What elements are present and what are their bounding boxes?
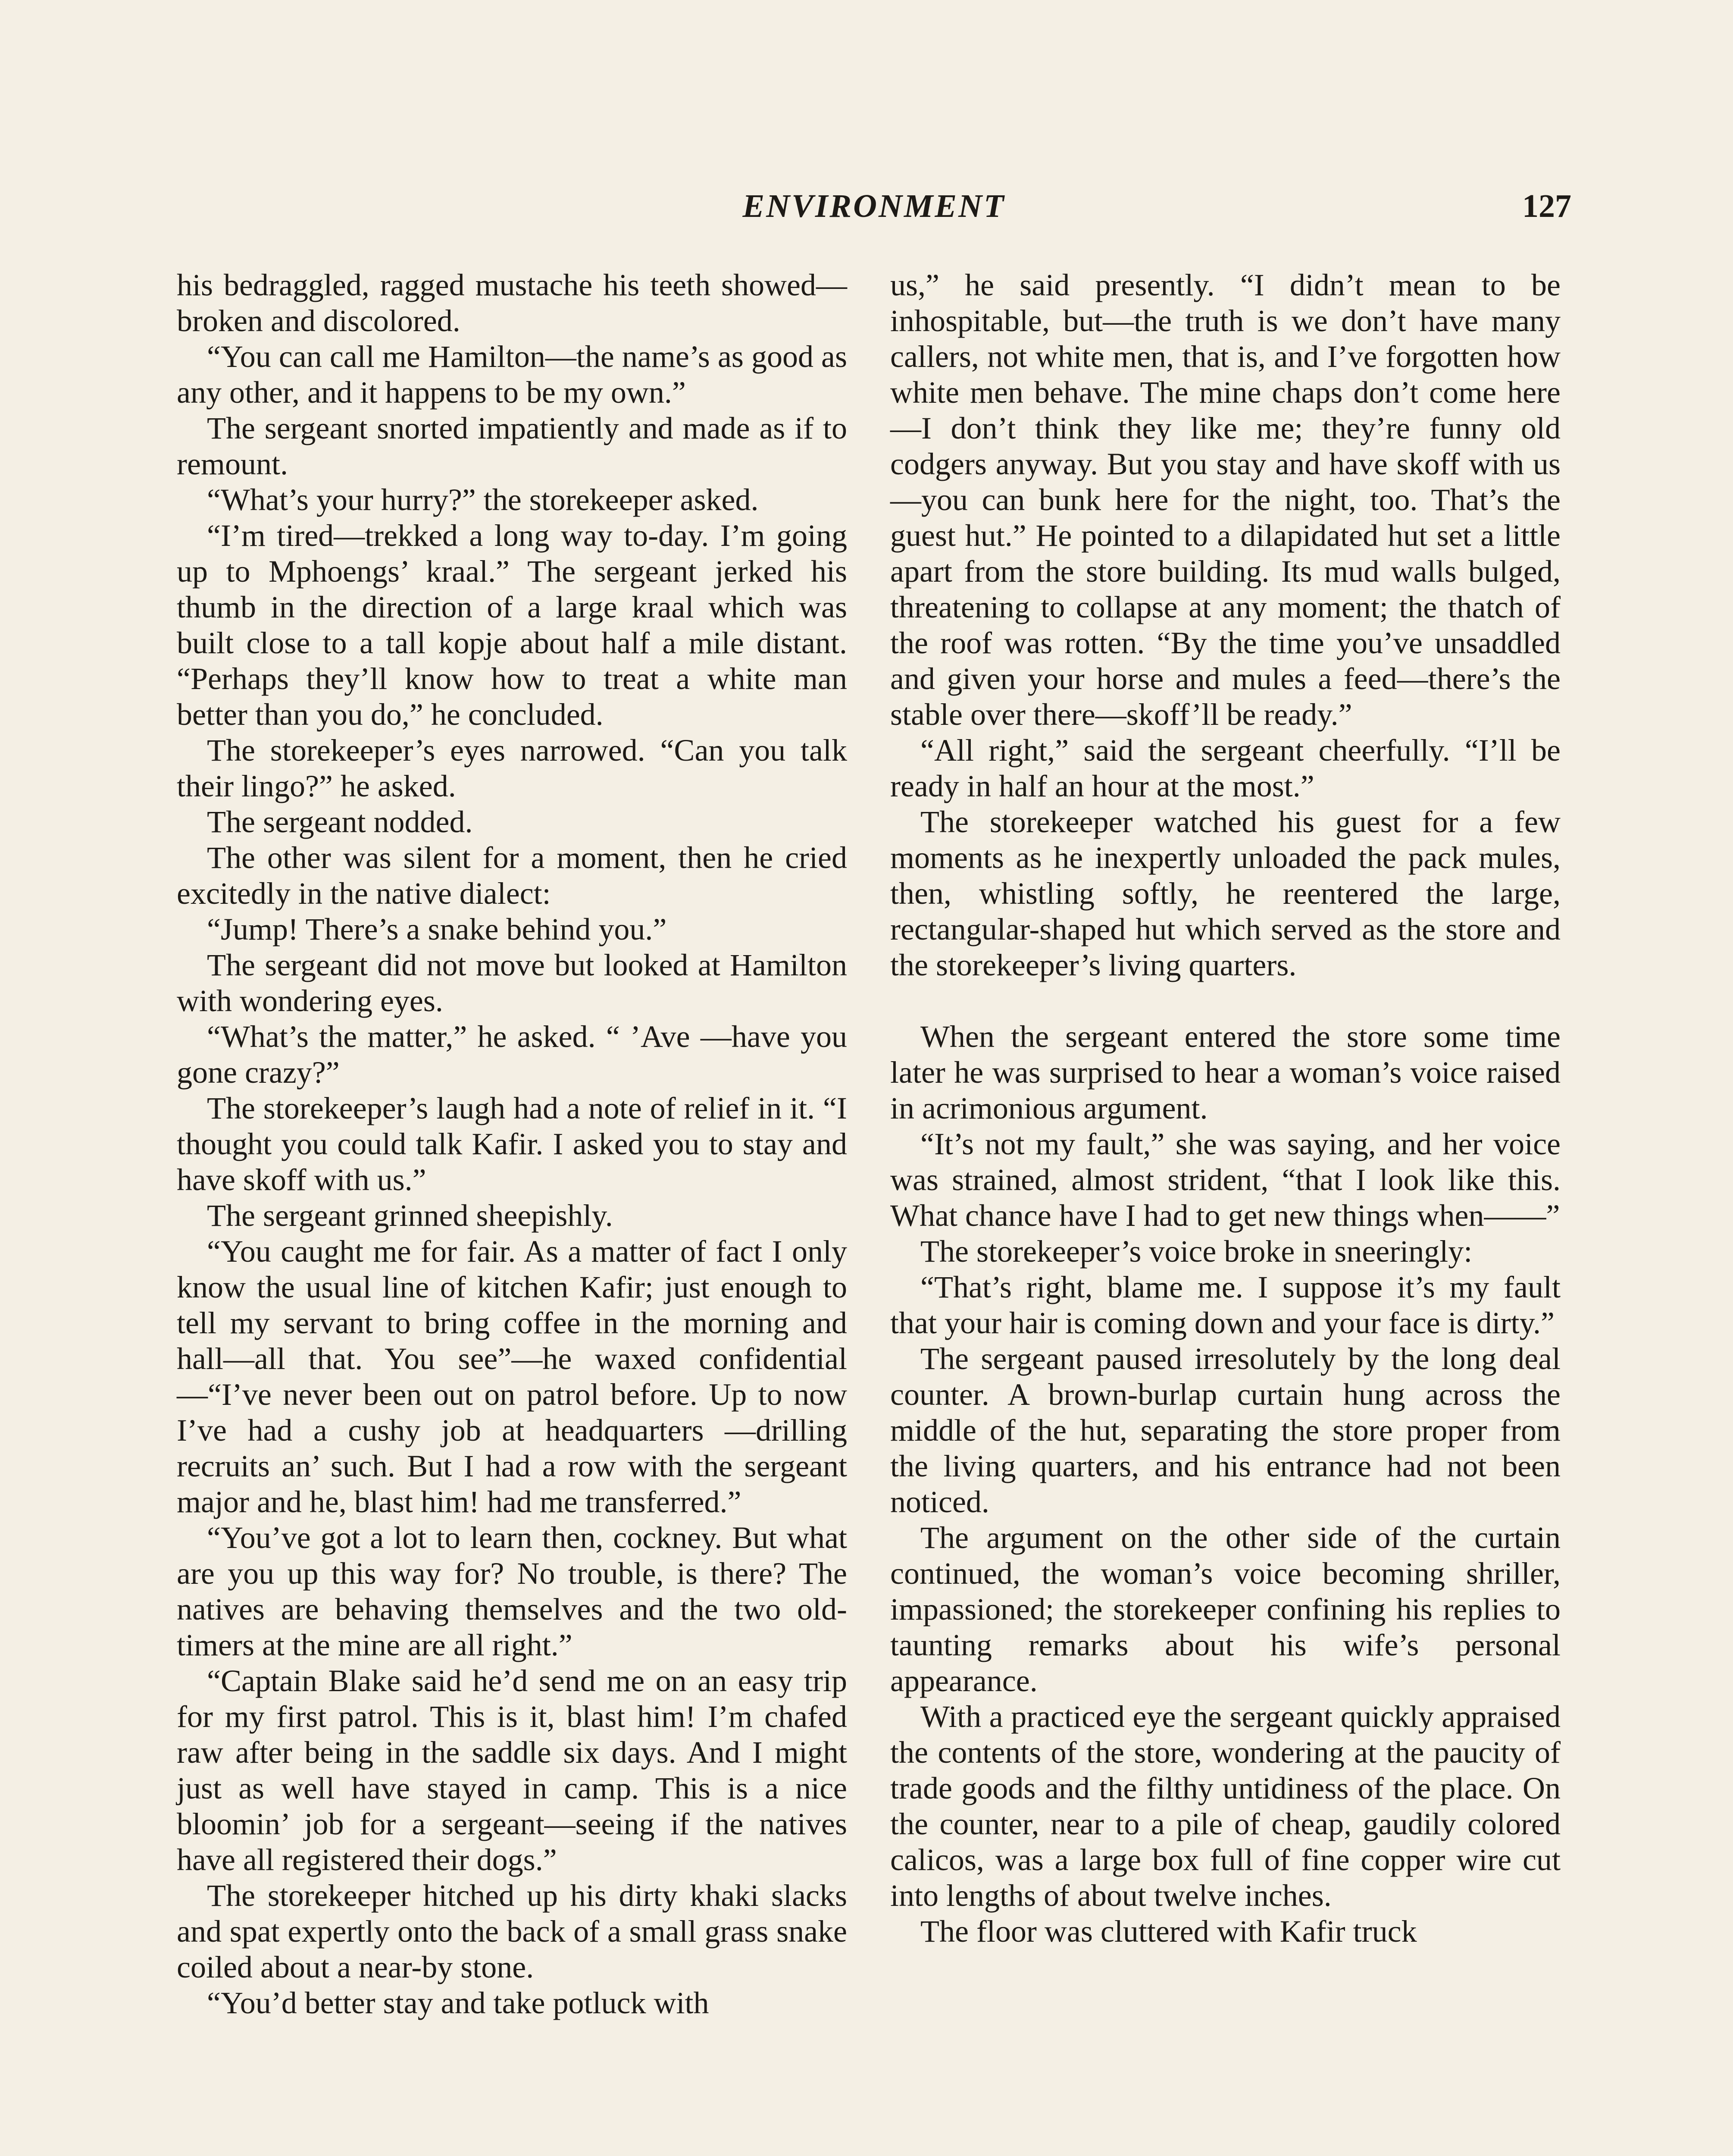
paragraph: The other was silent for a moment, then he cried excitedly in the native dialect: (177, 840, 847, 911)
paragraph: “What’s the matter,” he asked. “ ’Ave —have you gone crazy?” (177, 1019, 847, 1090)
paragraph: The sergeant grinned sheepishly. (207, 1198, 613, 1233)
paragraph: The sergeant nodded. (207, 805, 473, 839)
paragraph: The sergeant did not move but looked at Hamilton with wondering eyes. (177, 948, 847, 1018)
paragraph: With a practiced eye the sergeant quickly appraised the contents of the store, wondering at the paucity of trade goods and the filthy untidiness of the place. On the counter, near to a pile of cheap, gaudily colored calicos, was a large box full of fine copper wire cut into lengths of about twelve inches. (890, 1699, 1561, 1913)
paragraph: “You’ve got a lot to learn then, cockney. But what are you up this way for? No trouble, is there? The natives are behaving themselves and the two old-timers at the mine are all right.” (177, 1520, 847, 1662)
paragraph: “You can call me Hamilton—the name’s as good as any other, and it happens to be my own.” (177, 339, 847, 410)
paragraph: us,” he said presently. “I didn’t mean to be inhospitable, but—the truth is we don’t have many callers, not white men, that is, and I’ve forgotten how white men behave. The mine chaps don’t come here—I don’t think they like me; they’re funny old codgers anyway. But you stay and have skoff with us—you can bunk here for the night, too. That’s the guest hut.” He pointed to a dilapidated hut set a little apart from the store building. Its mud walls bulged, threatening to collapse at any moment; the thatch of the roof was rotten. “By the time you’ve unsaddled and given your horse and mules a feed—there’s the stable over there—skoff’ll be ready.” (890, 268, 1561, 732)
paragraph: “All right,” said the sergeant cheerfully. “I’ll be ready in half an hour at the most.” (890, 733, 1561, 803)
paragraph: The sergeant paused irresolutely by the long deal counter. A brown-burlap curtain hung across the middle of the hut, separating the store proper from the living quarters, and his entrance had not been noticed. (890, 1341, 1561, 1519)
paragraph: The storekeeper’s eyes narrowed. “Can you talk their lingo?” he asked. (177, 733, 847, 803)
paragraph: The storekeeper hitched up his dirty khaki slacks and spat expertly onto the back of a small grass snake coiled about a near-by stone. (177, 1878, 847, 1984)
paragraph: When the sergeant entered the store some time later he was surprised to hear a woman’s voice raised in acrimonious argument. (890, 1019, 1561, 1125)
paragraph: The sergeant snorted impatiently and made as if to remount. (177, 411, 847, 481)
paragraph: The storekeeper watched his guest for a few moments as he inexpertly unloaded the pack mules, then, whistling softly, he reentered the large, rectangular-shaped hut which served as the store and the storekeeper’s living quarters. (890, 805, 1561, 982)
paragraph: The storekeeper’s voice broke in sneeringly: (920, 1234, 1473, 1269)
paragraph: “Jump! There’s a snake behind you.” (207, 912, 667, 946)
paragraph: his bedraggled, ragged mustache his teeth showed—broken and discolored. (177, 268, 847, 338)
page-header (177, 188, 1571, 235)
paragraph: “That’s right, blame me. I suppose it’s my fault that your hair is coming down and your face is dirty.” (890, 1270, 1561, 1340)
paragraph: “I’m tired—trekked a long way to-day. I’m going up to Mphoengs’ kraal.” The sergeant jerked his thumb in the direction of a large kraal which was built close to a tall kopje about half a mile distant. “Perhaps they’ll know how to treat a white man better than you do,” he concluded. (177, 518, 847, 732)
left-column (177, 267, 847, 2021)
paragraph: “You caught me for fair. As a matter of fact I only know the usual line of kitchen Kafir; just enough to tell my servant to bring coffee in the morning and hall—all that. You see”—he waxed confidential—“I’ve never been out on patrol before. Up to now I’ve had a cushy job at headquarters —drilling recruits an’ such. But I had a row with the sergeant major and he, blast him! had me transferred.” (177, 1234, 847, 1519)
running-title: ENVIRONMENT (742, 188, 1006, 224)
paragraph: “What’s your hurry?” the storekeeper asked. (207, 483, 759, 517)
paragraph: “It’s not my fault,” she was saying, and her voice was strained, almost strident, “that I look like this. What chance have I had to get new things when——” (890, 1127, 1561, 1233)
paragraph: The argument on the other side of the curtain continued, the woman’s voice becoming shriller, impassioned; the storekeeper confining his replies to taunting remarks about his wife’s personal appearance. (890, 1520, 1561, 1698)
paragraph: “Captain Blake said he’d send me on an easy trip for my first patrol. This is it, blast him! I’m chafed raw after being in the saddle six days. And I might just as well have stayed in camp. This is a nice bloomin’ job for a sergeant—seeing if the natives have all registered their dogs.” (177, 1664, 847, 1877)
paragraph: The floor was cluttered with Kafir truck (920, 1914, 1417, 1949)
page-number: 127 (1522, 188, 1571, 224)
right-column (890, 267, 1561, 1949)
paragraph: “You’d better stay and take potluck with (207, 1986, 709, 2020)
paragraph: The storekeeper’s laugh had a note of relief in it. “I thought you could talk Kafir. I asked you to stay and have skoff with us.” (177, 1091, 847, 1197)
